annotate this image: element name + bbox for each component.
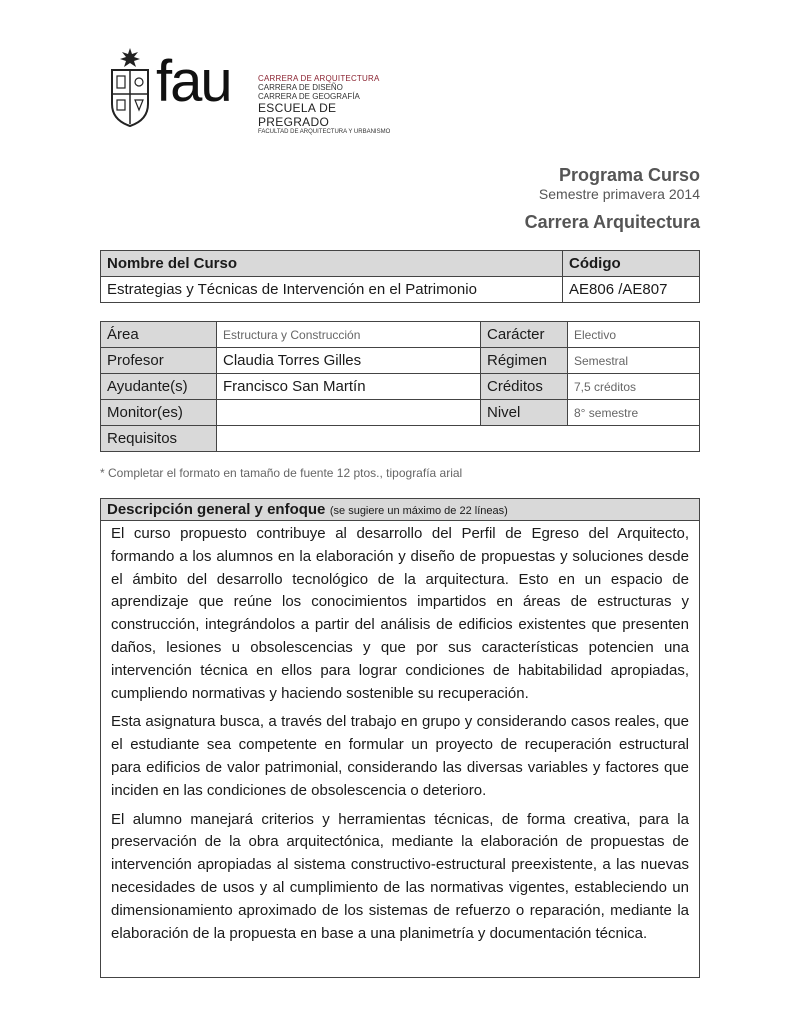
info-row-area xyxy=(101,322,700,348)
description-paragraph: El alumno manejará criterios y herramientas técnicas, de forma creativa, para la preservación de la obra arquitectónica, mediante la elaboración de propuestas de intervención apropiadas al sistema constructivo-estructural preexistente, a las nuevas necesidades de usos y al cumplimiento de las normativas vigentes, estableciendo un dimensionamiento aproximado de los sistemas de refuerzo o reparación, mediante la elaboración de la propuesta en base a una planimetría y documentación técnica. xyxy=(111,810,689,942)
course-code: AE806 /AE807 xyxy=(563,277,700,303)
description-body xyxy=(101,521,699,945)
info-row-ayudante xyxy=(101,374,700,400)
monitor-label: Monitor(es) xyxy=(101,400,217,426)
fau-wordmark: fau xyxy=(156,49,231,114)
course-name-header: Nombre del Curso xyxy=(101,251,563,277)
program-titles xyxy=(525,164,700,233)
caracter-value: Electivo xyxy=(568,322,700,348)
description-title: Descripción general y enfoque xyxy=(107,501,326,518)
program-title: Programa Curso xyxy=(558,165,700,185)
creditos-label: Créditos xyxy=(481,374,568,400)
career-diseno: CARRERA DE DISEÑO xyxy=(258,83,343,92)
area-value: Estructura y Construcción xyxy=(217,322,481,348)
nivel-value: 8° semestre xyxy=(568,400,700,426)
info-row-profesor xyxy=(101,348,700,374)
regimen-value: Semestral xyxy=(568,348,700,374)
school-name: ESCUELA DE PREGRADO xyxy=(258,101,337,129)
description-paragraph: Esta asignatura busca, a través del trabajo en grupo y considerando casos reales, que el estudiante sea competente en formular un proyecto de recuperación estructural para edificios de valor patrimonial, considerando las diversas variables y factores que inciden en las condiciones de obsolescencia o deterioro. xyxy=(111,713,689,799)
description-section xyxy=(100,498,700,978)
logo-career-list xyxy=(258,74,408,136)
program-career: Carrera Arquitectura xyxy=(524,212,700,232)
description-paragraph: El curso propuesto contribuye al desarrollo del Perfil de Egreso del Arquitecto, formando a los alumnos en la elaboración y diseño de propuestas y soluciones desde el ámbito del desarrollo tecnológico de la arquitectura. Esto en un espacio de aprendizaje que reúne los conocimientos impartidos en áreas de estructuras y construcción, integrándolos a partir del análisis de edificios existentes que presenten daños, lesiones u obsolescencias y que por sus características potencien una intervención técnica en ellos para lograr condiciones de habitabilidad apropiadas, cumpliendo normativas y haciendo sostenible su recuperación. xyxy=(111,525,689,702)
area-label: Área xyxy=(101,322,217,348)
ayudante-label: Ayudante(s) xyxy=(101,374,217,400)
course-name: Estrategias y Técnicas de Intervención en el Patrimonio xyxy=(101,277,563,303)
course-table-header xyxy=(101,251,700,277)
caracter-label: Carácter xyxy=(481,322,568,348)
profesor-label: Profesor xyxy=(101,348,217,374)
monitor-value xyxy=(217,400,481,426)
career-geografia: CARRERA DE GEOGRAFÍA xyxy=(258,92,360,101)
course-info-table xyxy=(100,321,700,452)
profesor-value: Claudia Torres Gilles xyxy=(217,348,481,374)
career-arquitectura: CARRERA DE ARQUITECTURA xyxy=(258,74,380,83)
info-row-monitor xyxy=(101,400,700,426)
university-seal-icon xyxy=(108,46,152,128)
nivel-label: Nivel xyxy=(481,400,568,426)
description-hint: (se sugiere un máximo de 22 líneas) xyxy=(329,505,508,517)
fau-logo xyxy=(108,46,408,134)
faculty-name: FACULTAD DE ARQUITECTURA Y URBANISMO xyxy=(258,129,391,135)
course-code-header: Código xyxy=(563,251,700,277)
regimen-label: Régimen xyxy=(481,348,568,374)
requisitos-label: Requisitos xyxy=(101,426,217,452)
ayudante-value: Francisco San Martín xyxy=(217,374,481,400)
course-table-row xyxy=(101,277,700,303)
requisitos-value xyxy=(217,426,700,452)
info-row-requisitos xyxy=(101,426,700,452)
course-table xyxy=(100,250,700,303)
format-note: * Completar el formato en tamaño de fuente 12 ptos., tipografía arial xyxy=(100,466,463,480)
program-semester: Semestre primavera 2014 xyxy=(538,186,700,202)
description-header xyxy=(101,499,699,521)
creditos-value: 7,5 créditos xyxy=(568,374,700,400)
